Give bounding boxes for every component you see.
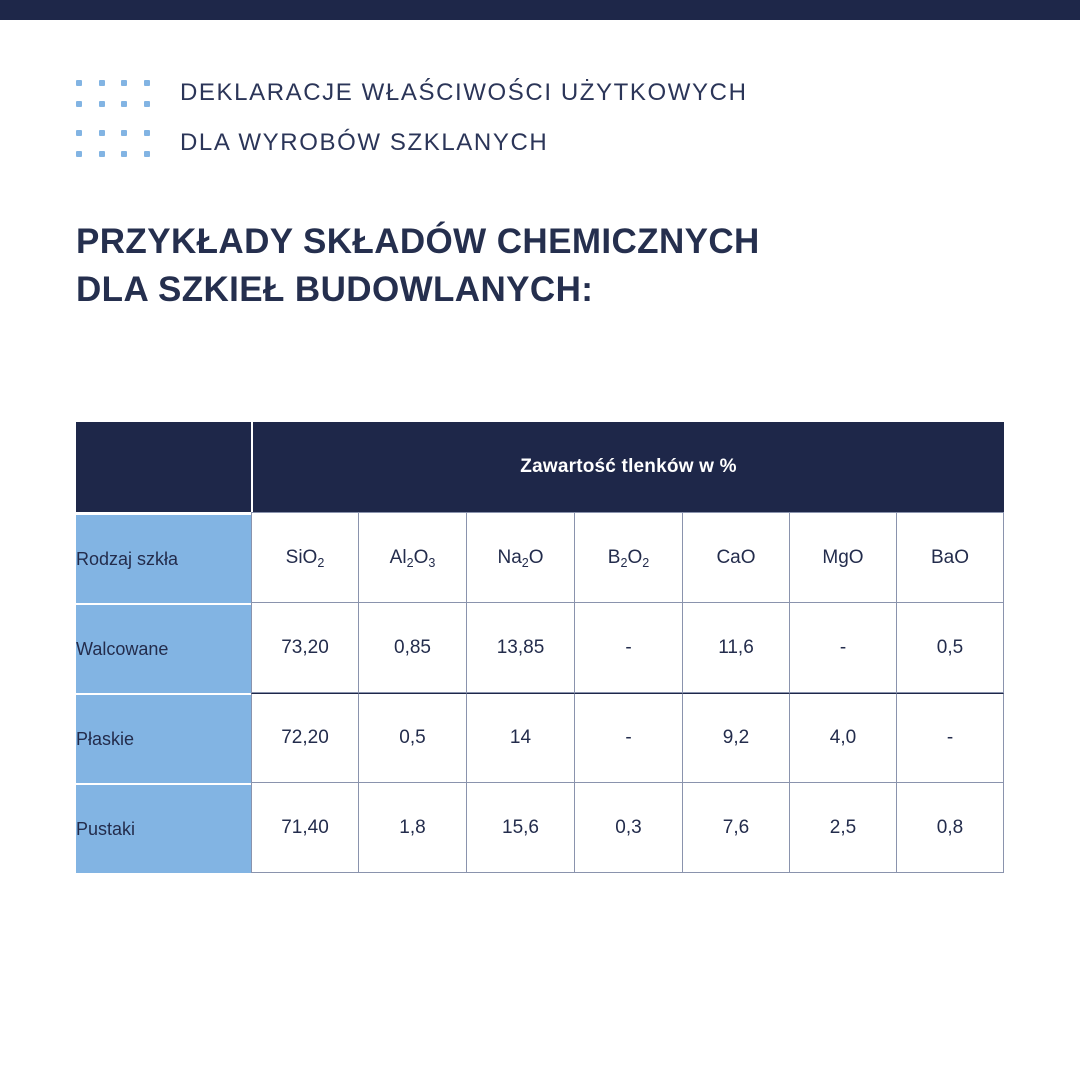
dot — [99, 130, 105, 136]
table-cell: 0,3 — [575, 783, 683, 873]
dot — [144, 151, 150, 157]
table-cell: 2,5 — [790, 783, 897, 873]
kicker-row-1 — [70, 68, 1030, 118]
dot — [144, 80, 150, 86]
table-cell: - — [790, 603, 897, 693]
table-cell: 73,20 — [251, 603, 359, 693]
dot — [121, 151, 127, 157]
top-accent-bar — [0, 0, 1080, 20]
page-title-line-1: PRZYKŁADY SKŁADÓW CHEMICZNYCH — [76, 222, 760, 261]
kicker-block — [70, 68, 1030, 168]
dot — [99, 80, 105, 86]
band-title: Zawartość tlenków w % — [251, 422, 1004, 512]
table-cell: 0,5 — [897, 603, 1004, 693]
dot — [76, 130, 82, 136]
page-title — [76, 218, 976, 314]
table-cell: - — [575, 603, 683, 693]
column-header-na2o: $Na_2O$ — [467, 512, 575, 603]
table-cell: 14 — [467, 693, 575, 783]
table-row — [76, 693, 1004, 783]
table-cell: 7,6 — [683, 783, 790, 873]
dot — [121, 80, 127, 86]
column-header-bao: BaO — [897, 512, 1004, 603]
table-cell: 4,0 — [790, 693, 897, 783]
dot — [144, 101, 150, 107]
kicker-line-2: DLA WYROBÓW SZKLANYCH — [180, 129, 549, 156]
dot-grid-icon — [70, 122, 166, 164]
dot-grid-icon — [70, 72, 166, 114]
column-header-al2o3: $Al_2O_3$ — [359, 512, 467, 603]
row-label: Pustaki — [76, 783, 251, 873]
chemical-composition-table — [76, 422, 1004, 873]
table-row — [76, 603, 1004, 693]
column-header-mgo: MgO — [790, 512, 897, 603]
column-header-b2o2: $B_2O_2$ — [575, 512, 683, 603]
table-cell: 71,40 — [251, 783, 359, 873]
dot — [121, 101, 127, 107]
column-header-sio2: SiO$_2$ — [251, 512, 359, 603]
column-header-row-label: Rodzaj szkła — [76, 512, 251, 603]
table-header-row — [76, 512, 1004, 603]
table-band-row — [76, 422, 1004, 512]
table-cell: 9,2 — [683, 693, 790, 783]
table-cell: 1,8 — [359, 783, 467, 873]
table-cell: 0,5 — [359, 693, 467, 783]
row-label: Płaskie — [76, 693, 251, 783]
table-cell: - — [897, 693, 1004, 783]
dot — [99, 101, 105, 107]
table-cell: 11,6 — [683, 603, 790, 693]
row-label: Walcowane — [76, 603, 251, 693]
dot — [76, 80, 82, 86]
table-cell: - — [575, 693, 683, 783]
table-row — [76, 783, 1004, 873]
table-cell: 0,8 — [897, 783, 1004, 873]
table-cell: 13,85 — [467, 603, 575, 693]
table-cell: 15,6 — [467, 783, 575, 873]
table-cell: 72,20 — [251, 693, 359, 783]
page-title-line-2: DLA SZKIEŁ BUDOWLANYCH: — [76, 270, 594, 309]
table-cell: 0,85 — [359, 603, 467, 693]
dot — [99, 151, 105, 157]
column-header-cao: CaO — [683, 512, 790, 603]
kicker-line-1: DEKLARACJE WŁAŚCIWOŚCI UŻYTKOWYCH — [180, 79, 748, 106]
kicker-row-2 — [70, 118, 1030, 168]
table-body — [76, 603, 1004, 873]
band-corner-blank — [76, 422, 251, 512]
dot — [76, 151, 82, 157]
dot — [76, 101, 82, 107]
dot — [121, 130, 127, 136]
dot — [144, 130, 150, 136]
